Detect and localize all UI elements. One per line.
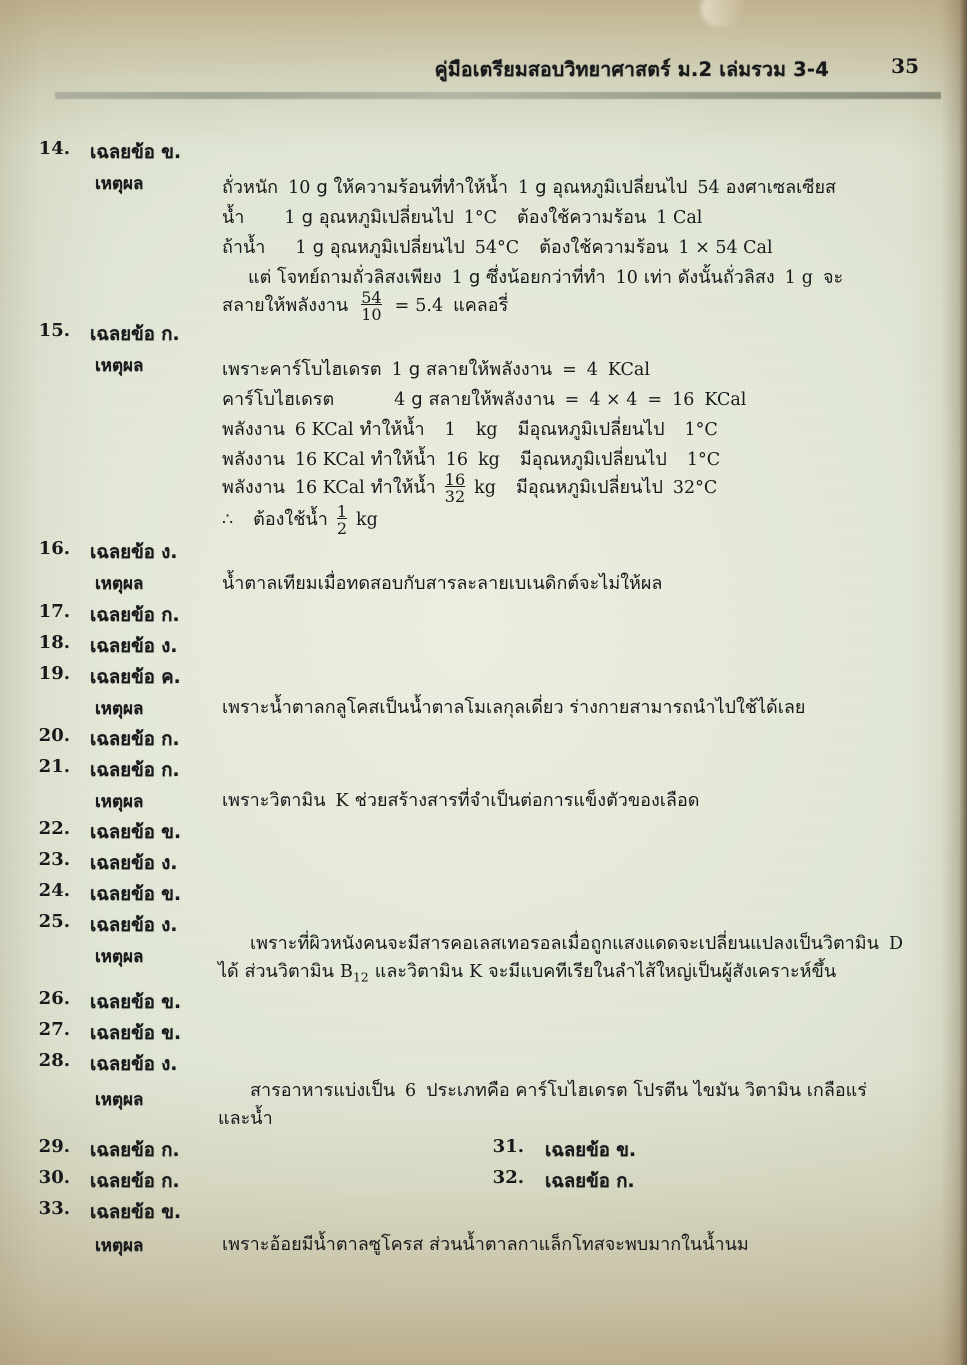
reason-16-line-1: น้ำตาลเทียมเมื่อทดสอบกับสารละลายเบเนดิกต์จะไม่ให้ผล: [222, 573, 663, 594]
item-number: 32.: [492, 1167, 524, 1188]
item-number: 24.: [38, 880, 70, 901]
answer-label: เฉลยข้อ ข.: [90, 1202, 181, 1223]
answer-label: เฉลยข้อ ง.: [90, 853, 178, 874]
answer-label: เฉลยข้อ ก.: [545, 1171, 635, 1192]
answer-label: เฉลยข้อ ง.: [90, 915, 178, 936]
item-number: 31.: [492, 1136, 524, 1157]
fraction-16-32: $\frac{16}{32}$: [444, 470, 466, 506]
book-title: คู่มือเตรียมสอบวิทยาศาสตร์ ม.2 เล่มรวม 3-4: [434, 58, 829, 81]
reason-14-line-5: สลายให้พลังงาน $\frac{54}{10} = 5.4$ แคลอรี่: [222, 288, 509, 324]
therefore-symbol: ∴: [222, 510, 234, 530]
item-number: 30.: [38, 1167, 70, 1188]
reason-15-line-4: พลังงาน 16 KCal ทำให้น้ำ 16 kg มีอุณหภูมิเปลี่ยนไป 1°C: [222, 449, 721, 470]
reason-label-19: เหตุผล: [95, 699, 144, 719]
fraction-54-10: $\frac{54}{10}$: [361, 288, 382, 324]
subscript-12: 12: [352, 969, 369, 985]
reason-21-line-1: เพราะวิตามิน K ช่วยสร้างสารที่จำเป็นต่อการแข็งตัวของเลือด: [222, 790, 700, 811]
reason-label-33: เหตุผล: [95, 1236, 144, 1256]
item-number: 28.: [38, 1050, 70, 1071]
item-number: 17.: [38, 601, 70, 622]
item-number: 14.: [38, 138, 70, 159]
answer-label: เฉลยข้อ ก.: [90, 324, 180, 345]
reason-label-15: เหตุผล: [95, 356, 144, 376]
reason-14-line-3: ถ้าน้ำ 1 g อุณหภูมิเปลี่ยนไป 54°C ต้องใช้ความร้อน 1 × 54 Cal: [222, 237, 773, 258]
reason-label-21: เหตุผล: [95, 792, 144, 812]
answer-label: เฉลยข้อ ข.: [90, 142, 181, 163]
item-number: 16.: [38, 538, 70, 559]
item-number: 26.: [38, 988, 70, 1009]
reason-19-line-1: เพราะน้ำตาลกลูโคสเป็นน้ำตาลโมเลกุลเดี่ยว ร่างกายสามารถนำไปใช้ได้เลย: [222, 697, 806, 718]
item-number: 29.: [38, 1136, 70, 1157]
answer-label: เฉลยข้อ ง.: [90, 636, 178, 657]
fraction-1-2: $\frac{1}{2}$: [336, 502, 348, 538]
reason-label-28: เหตุผล: [95, 1090, 144, 1110]
page-number: 35: [891, 54, 919, 78]
item-number: 19.: [38, 663, 70, 684]
item-number: 33.: [38, 1198, 70, 1219]
reason-15-line-3: พลังงาน 6 KCal ทำให้น้ำ 1 kg มีอุณหภูมิเปลี่ยนไป 1°C: [222, 419, 718, 440]
answer-label: เฉลยข้อ ก.: [90, 1171, 180, 1192]
reason-14-line-1: ถั่วหนัก 10 g ให้ความร้อนที่ทำให้น้ำ 1 g อุณหภูมิเปลี่ยนไป 54 องศาเซลเซียส: [222, 177, 837, 198]
answer-label: เฉลยข้อ ข.: [90, 884, 181, 905]
answer-label: เฉลยข้อ ค.: [90, 667, 181, 688]
reason-14-line-4: แต่ โจทย์ถามถั่วลิสงเพียง 1 g ซึ่งน้อยกว่าที่ทำ 10 เท่า ดังนั้นถั่วลิสง 1 g จะ: [248, 267, 844, 288]
reason-28-line-1: สารอาหารแบ่งเป็น 6 ประเภทคือ คาร์โบไฮเดรต โปรตีน ไขมัน วิตามิน เกลือแร่: [250, 1080, 867, 1101]
answer-label: เฉลยข้อ ก.: [90, 1140, 180, 1161]
answer-label: เฉลยข้อ ข.: [90, 822, 181, 843]
reason-28-line-2: และน้ำ: [218, 1108, 273, 1129]
answer-label: เฉลยข้อ ก.: [90, 729, 180, 750]
reason-14-line-2: น้ำ 1 g อุณหภูมิเปลี่ยนไป 1°C ต้องใช้ความร้อน 1 Cal: [222, 207, 703, 228]
item-number: 23.: [38, 849, 70, 870]
reason-33-line-1: เพราะอ้อยมีน้ำตาลซูโครส ส่วนน้ำตาลกาแล็กโทสจะพบมากในน้ำนม: [222, 1234, 749, 1255]
reason-25-line-2: ได้ ส่วนวิตามิน $B_{12}$ และวิตามิน K จะมีแบคทีเรียในลำไส้ใหญ่เป็นผู้สังเคราะห์ขึ้น: [218, 961, 837, 985]
item-number: 22.: [38, 818, 70, 839]
reason-15-line-1: เพราะคาร์โบไฮเดรต 1 g สลายให้พลังงาน = 4 KCal: [222, 359, 650, 380]
item-number: 18.: [38, 632, 70, 653]
reason-15-line-5: พลังงาน 16 KCal ทำให้น้ำ $\frac{16}{32}$ kg มีอุณหภูมิเปลี่ยนไป 32°C: [222, 470, 718, 506]
item-number: 27.: [38, 1019, 70, 1040]
answer-label: เฉลยข้อ ก.: [90, 605, 180, 626]
reason-15-line-6: ∴ ต้องใช้น้ำ $\frac{1}{2}$ kg: [222, 502, 378, 538]
answer-label: เฉลยข้อ ข.: [545, 1140, 636, 1161]
reason-label-25: เหตุผล: [95, 947, 144, 967]
answer-label: เฉลยข้อ ข.: [90, 1023, 181, 1044]
answer-label: เฉลยข้อ ง.: [90, 542, 178, 563]
answer-label: เฉลยข้อ ก.: [90, 760, 180, 781]
item-number: 21.: [38, 756, 70, 777]
item-number: 20.: [38, 725, 70, 746]
item-number: 15.: [38, 320, 70, 341]
reason-15-line-2: คาร์โบไฮเดรต 4 g สลายให้พลังงาน = 4 × 4 = 16 KCal: [222, 389, 747, 410]
item-number: 25.: [38, 911, 70, 932]
answer-label: เฉลยข้อ ข.: [90, 992, 181, 1013]
reason-25-line-1: เพราะที่ผิวหนังคนจะมีสารคอเลสเทอรอลเมื่อถูกแสงแดดจะเปลี่ยนแปลงเป็นวิตามิน D: [250, 933, 903, 954]
answer-label: เฉลยข้อ ง.: [90, 1054, 178, 1075]
reason-label-16: เหตุผล: [95, 574, 144, 594]
reason-label-14: เหตุผล: [95, 174, 144, 194]
